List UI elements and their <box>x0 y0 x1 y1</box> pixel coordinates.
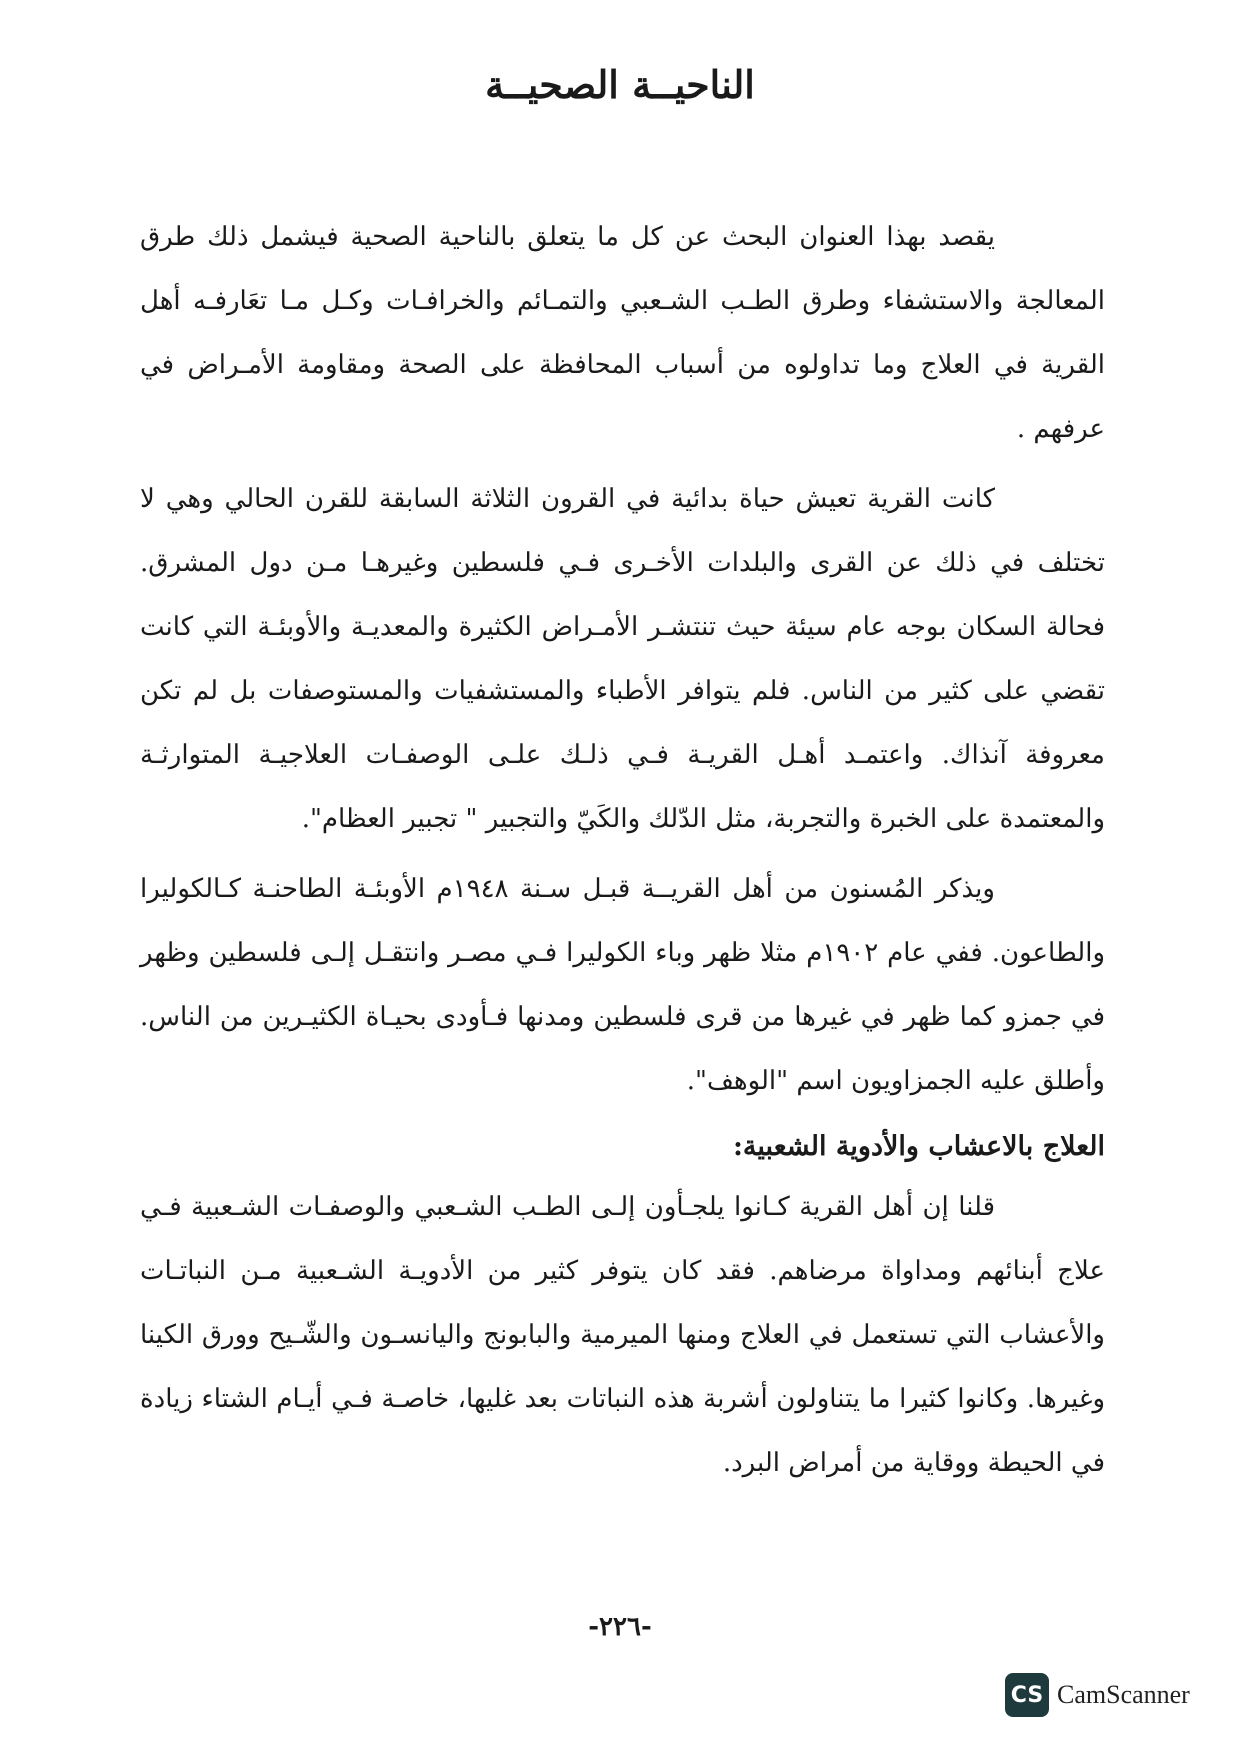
section-heading-herbal-remedies: العلاج بالاعشاب والأدوية الشعبية: <box>732 1131 1105 1162</box>
camscanner-logo-icon: CS <box>1005 1673 1049 1717</box>
page-title: الناحيــة الصحيــة <box>485 62 755 107</box>
body-content <box>140 205 1105 1501</box>
paragraph-intro: يقصد بهذا العنوان البحث عن كل ما يتعلق بالناحية الصحية فيشمل ذلك طرق المعالجة والاستشفاء وطرق الطـب الشـعبي والتمـائم والخرافـات وكـل مـا تعَارفـه أهل القرية في العلاج وما تداولوه من أسباب المحافظة على الصحة ومقاومة الأمـراض في عرفهم . <box>140 222 1105 444</box>
paragraph-herbal-remedies: قلنا إن أهل القرية كـانوا يلجـأون إلـى الطـب الشـعبي والوصفـات الشـعبية فـي علاج أبنائهم ومداواة مرضاهم. فقد كان يتوفر كثير من الأدويـة الشـعبية مـن النباتـات والأعشاب التي تستعمل في العلاج ومنها الميرمية والبابونج واليانسـون والشّـيح وورق الكينا وغيرها. وكانوا كثيرا ما يتناولون أشربة هذه النباتات بعد غليها، خاصـة فـي أيـام الشتاء زيادة في الحيطة ووقاية من أمراض البرد. <box>140 1192 1105 1478</box>
page-number: -٢٢٦- <box>588 1612 652 1642</box>
camscanner-watermark <box>1005 1670 1190 1720</box>
paragraph-epidemics: ويذكر المُسنون من أهل القريــة قبـل سـنة ١٩٤٨م الأوبئـة الطاحنـة كـالكوليرا والطاعون. ففي عام ١٩٠٢م مثلا ظهر وباء الكوليرا فـي مصـر وانتقـل إلـى فلسطين وظهر في جمزو كما ظهر في غيرها من قرى فلسطين ومدنها فـأودى بحيـاة الكثيـرين من الناس. وأطلق عليه الجمزاويون اسم "الوهف". <box>140 874 1105 1096</box>
camscanner-name: CamScanner <box>1057 1680 1190 1709</box>
paragraph-village-life: كانت القرية تعيش حياة بدائية في القرون الثلاثة السابقة للقرن الحالي وهي لا تختلف في ذلك عن القرى والبلدات الأخـرى فـي فلسطين وغيرهـا مـن دول المشرق. فحالة السكان بوجه عام سيئة حيث تنتشـر الأمـراض الكثيرة والمعديـة والأوبئـة التي كانت تقضي على كثير من الناس. فلم يتوافر الأطباء والمستشفيات والمستوصفات بل لم تكن معروفة آنذاك. واعتمـد أهـل القريـة فـي ذلـك علـى الوصفـات العلاجيـة المتوارثـة والمعتمدة على الخبرة والتجربة، مثل الدّلك والكَيّ والتجبير " تجبير العظام". <box>140 484 1105 834</box>
